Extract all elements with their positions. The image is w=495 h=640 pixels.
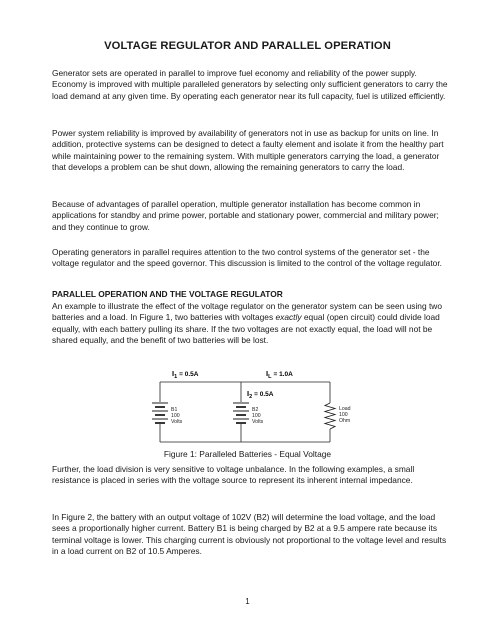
load-resistor-symbol: [325, 403, 335, 429]
section-heading: PARALLEL OPERATION AND THE VOLTAGE REGULATOR: [52, 289, 283, 299]
figure-1-circuit: [140, 367, 360, 445]
b2-value: 100: [252, 413, 261, 419]
paragraph-2: Power system reliability is improved by availability of generators not in use as backup for units on line. In addition, protective systems can be designed to detect a faulty element and isolate it from the healthy part while maintaining power to the remaining system. With multiple generators carrying the load, a generator that develops a problem can be shut down, allowing the remaining generators to carry the load.: [52, 128, 444, 173]
page-number: 1: [245, 597, 250, 606]
emphasis-exactly: exactly: [275, 312, 302, 323]
current-i1-label: $I_1 = 0.5A$: [172, 369, 199, 380]
b2-name: B2: [252, 407, 259, 413]
paragraph-1: Generator sets are operated in parallel to improve fuel economy and reliability of the power supply. Economy is improved with multiple paralleled generators by selecting only sufficient generators to carry the load demand at any given time. By operating each generator near its full capacity, fuel is utilized efficiently.: [52, 68, 448, 101]
paragraph-after-figure-1: Further, the load division is very sensitive to voltage unbalance. In the following examples, a small resistance is placed in series with the voltage source to represent its inherent internal impedance.: [52, 464, 415, 486]
paragraph-3: Because of advantages of parallel operation, multiple generator installation has become common in applications for standby and prime power, portable and stationary power, commercial and military power; and they continue to grow.: [52, 199, 439, 232]
load-name: Load: [339, 406, 351, 412]
b1-name: B1: [171, 407, 178, 413]
page-title: VOLTAGE REGULATOR AND PARALLEL OPERATION: [104, 40, 391, 52]
battery-b2-symbol: [233, 403, 249, 423]
paragraph-after-figure-2: In Figure 2, the battery with an output voltage of 102V (B2) will determine the load voltage, and the load sees a proportionally higher current. Battery B1 is being charged by B2 at a 9.5 ampere rate because its terminal voltage is lower. This charging current is obviously not proportional to the voltage level and results in a load current on B2 of 10.5 Amperes.: [52, 512, 447, 557]
load-value: 100: [339, 412, 348, 418]
battery-b1-symbol: [152, 403, 168, 423]
figure-1-caption: Figure 1: Paralleled Batteries - Equal Voltage: [163, 449, 332, 459]
b1-value: 100: [171, 413, 180, 419]
section-intro: An example to illustrate the effect of the voltage regulator on the generator system can be seen using two batteries and a load. In Figure 1, two batteries with voltages exactly equal (open circuit) could divide load equally, with each battery pulling its share. If the two voltages are not exactly equal, the load will not be shared equally, and the benefit of two batteries will be lost.: [52, 301, 442, 346]
load-unit: Ohm: [339, 418, 351, 424]
b2-unit: Volts: [252, 419, 264, 425]
b1-unit: Volts: [171, 419, 183, 425]
paragraph-4: Operating generators in parallel requires attention to the two control systems of the generator set - the voltage regulator and the speed governor. This discussion is limited to the control of the voltage regulator.: [52, 247, 442, 269]
current-i2-label: $I_2 = 0.5A$: [247, 389, 274, 400]
current-il-label: $I_L = 1.0A$: [266, 369, 293, 380]
